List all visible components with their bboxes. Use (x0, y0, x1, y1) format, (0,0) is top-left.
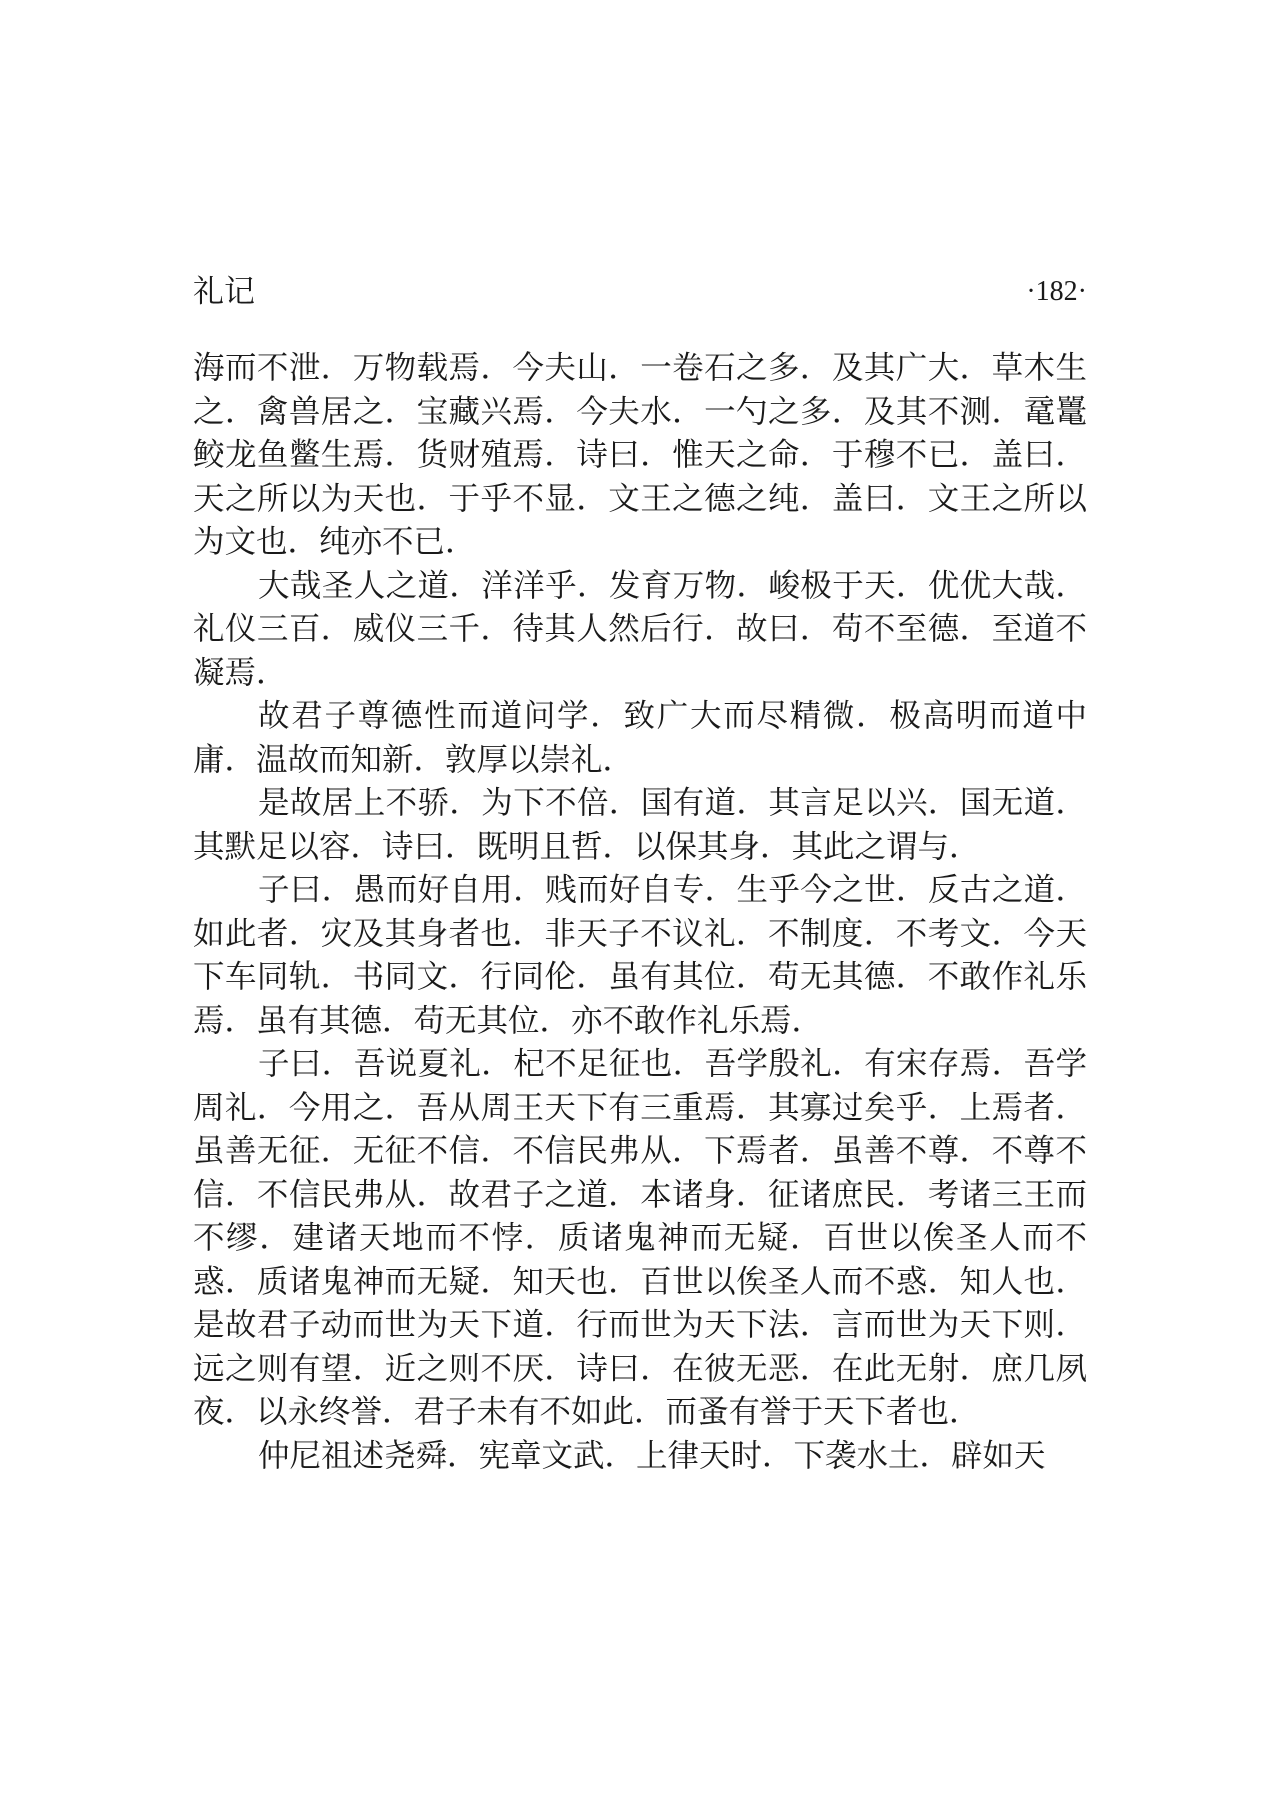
paragraph-5: 子曰．愚而好自用．贱而好自专．生乎今之世．反古之道．如此者．灾及其身者也．非天子不议礼．不制度．不考文．今天下车同轨．书同文．行同伦．虽有其位．苟无其德．不敢作礼乐焉．虽有其德．苟无其位．亦不敢作礼乐焉． (193, 872, 1087, 1039)
paragraph-4: 是故居上不骄．为下不倍．国有道．其言足以兴．国无道．其默足以容．诗曰．既明且哲．以保其身．其此之谓与． (193, 785, 1087, 865)
page-body (193, 347, 1087, 1478)
paragraph-1: 海而不泄．万物载焉．今夫山．一卷石之多．及其广大．草木生之．禽兽居之．宝藏兴焉．今夫水．一勺之多．及其不测．鼋鼍鲛龙鱼鳖生焉．货财殖焉．诗曰．惟天之命．于穆不已．盖曰．天之所以为天也．于乎不显．文王之德之纯．盖曰．文王之所以为文也．纯亦不已． (193, 350, 1087, 560)
page-number: ·182· (1026, 276, 1087, 307)
page-header (193, 270, 1087, 314)
paragraph-3: 故君子尊德性而道问学．致广大而尽精微．极高明而道中庸．温故而知新．敦厚以崇礼． (193, 698, 1087, 778)
paragraph-2: 大哉圣人之道．洋洋乎．发育万物．峻极于天．优优大哉．礼仪三百．威仪三千．待其人然后行．故曰．苟不至德．至道不凝焉． (193, 567, 1087, 691)
paragraph-7: 仲尼祖述尧舜．宪章文武．上律天时．下袭水土．辟如天 (258, 1437, 1046, 1474)
paragraph-6: 子曰．吾说夏礼．杞不足征也．吾学殷礼．有宋存焉．吾学周礼．今用之．吾从周王天下有三重焉．其寡过矣乎．上焉者．虽善无征．无征不信．不信民弗从．下焉者．虽善不尊．不尊不信．不信民弗从．故君子之道．本诸身．征诸庶民．考诸三王而不缪．建诸天地而不悖．质诸鬼神而无疑．百世以俟圣人而不惑．质诸鬼神而无疑．知天也．百世以俟圣人而不惑．知人也．是故君子动而世为天下道．行而世为天下法．言而世为天下则．远之则有望．近之则不厌．诗曰．在彼无恶．在此无射．庶几夙夜．以永终誉．君子未有不如此．而蚤有誉于天下者也． (193, 1046, 1087, 1430)
book-title: 礼记 (193, 274, 255, 310)
